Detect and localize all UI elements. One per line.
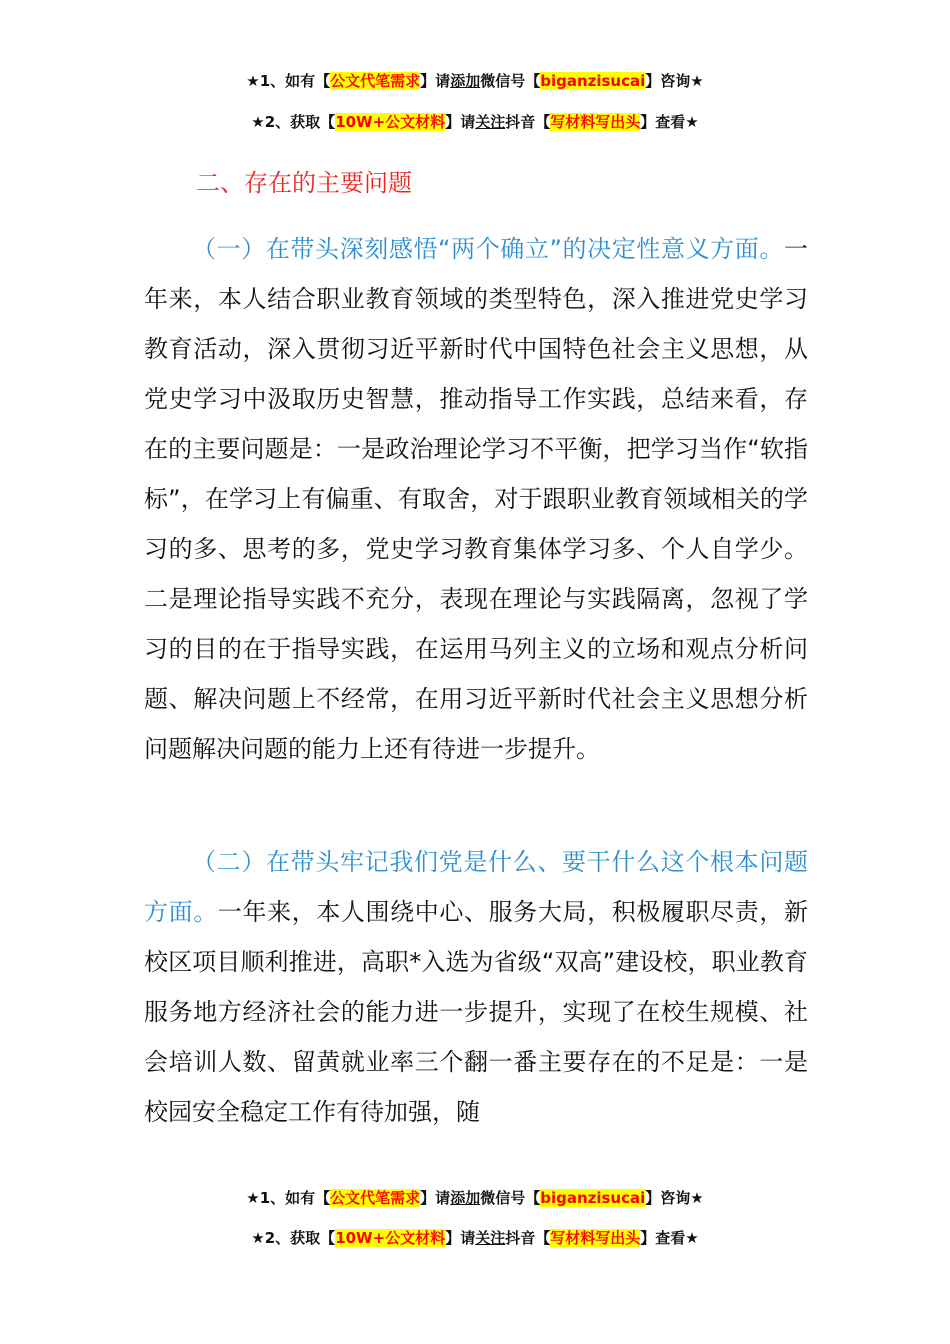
notice-highlight: 公文代笔需求 bbox=[330, 1189, 421, 1207]
footer-notice-line-2: ★2、获取【10W+公文材料】请关注抖音【写材料写出头】查看★ bbox=[251, 1229, 699, 1247]
douyin-account: 写材料写出头 bbox=[550, 1229, 641, 1247]
header-notice-line-2: ★2、获取【10W+公文材料】请关注抖音【写材料写出头】查看★ bbox=[251, 113, 699, 131]
douyin-account: 写材料写出头 bbox=[550, 113, 641, 131]
notice-emphasis: 关注 bbox=[475, 1229, 506, 1247]
paragraph-2 bbox=[144, 837, 808, 1137]
paragraph-lead: （一）在带头深刻感悟“两个确立”的决定性意义方面。 bbox=[192, 235, 784, 263]
paragraph-1 bbox=[144, 224, 808, 774]
section-heading: 二、存在的主要问题 bbox=[196, 169, 412, 197]
header-notice-line-1: ★1、如有【公文代笔需求】请添加微信号【biganzisucai】咨询★ bbox=[246, 72, 704, 90]
notice-highlight: 10W+公文材料 bbox=[335, 1229, 446, 1247]
notice-emphasis: 添加 bbox=[450, 72, 481, 90]
paragraph-body: 一年来，本人围绕中心、服务大局，积极履职尽责，新校区项目顺利推进，高职*入选为省级“双高”建设校，职业教育服务地方经济社会的能力进一步提升，实现了在校生规模、社会培训人数、留黄就业率三个翻一番主要存在的不足是：一是校园安全稳定工作有待加强，随 bbox=[144, 898, 809, 1126]
notice-highlight: 10W+公文材料 bbox=[335, 113, 446, 131]
wechat-id: biganzisucai bbox=[540, 1189, 646, 1207]
wechat-id: biganzisucai bbox=[540, 72, 646, 90]
notice-highlight: 公文代笔需求 bbox=[330, 72, 421, 90]
notice-emphasis: 添加 bbox=[450, 1189, 481, 1207]
notice-emphasis: 关注 bbox=[475, 113, 506, 131]
footer-notice-line-1: ★1、如有【公文代笔需求】请添加微信号【biganzisucai】咨询★ bbox=[246, 1189, 704, 1207]
paragraph-lead: （二）在带头牢记我们党是什么、要干什么这个根本问题方面。 bbox=[144, 848, 808, 926]
paragraph-body: 一年来，本人结合职业教育领域的类型特色，深入推进党史学习教育活动，深入贯彻习近平新时代中国特色社会主义思想，从党史学习中汲取历史智慧，推动指导工作实践，总结来看，存在的主要问题是：一是政治理论学习不平衡，把学习当作“软指标”，在学习上有偏重、有取舍，对于跟职业教育领域相关的学习的多、思考的多，党史学习教育集体学习多、个人自学少。二是理论指导实践不充分，表现在理论与实践隔离，忽视了学习的目的在于指导实践，在运用马列主义的立场和观点分析问题、解决问题上不经常，在用习近平新时代社会主义思想分析问题解决问题的能力上还有待进一步提升。 bbox=[144, 235, 808, 763]
